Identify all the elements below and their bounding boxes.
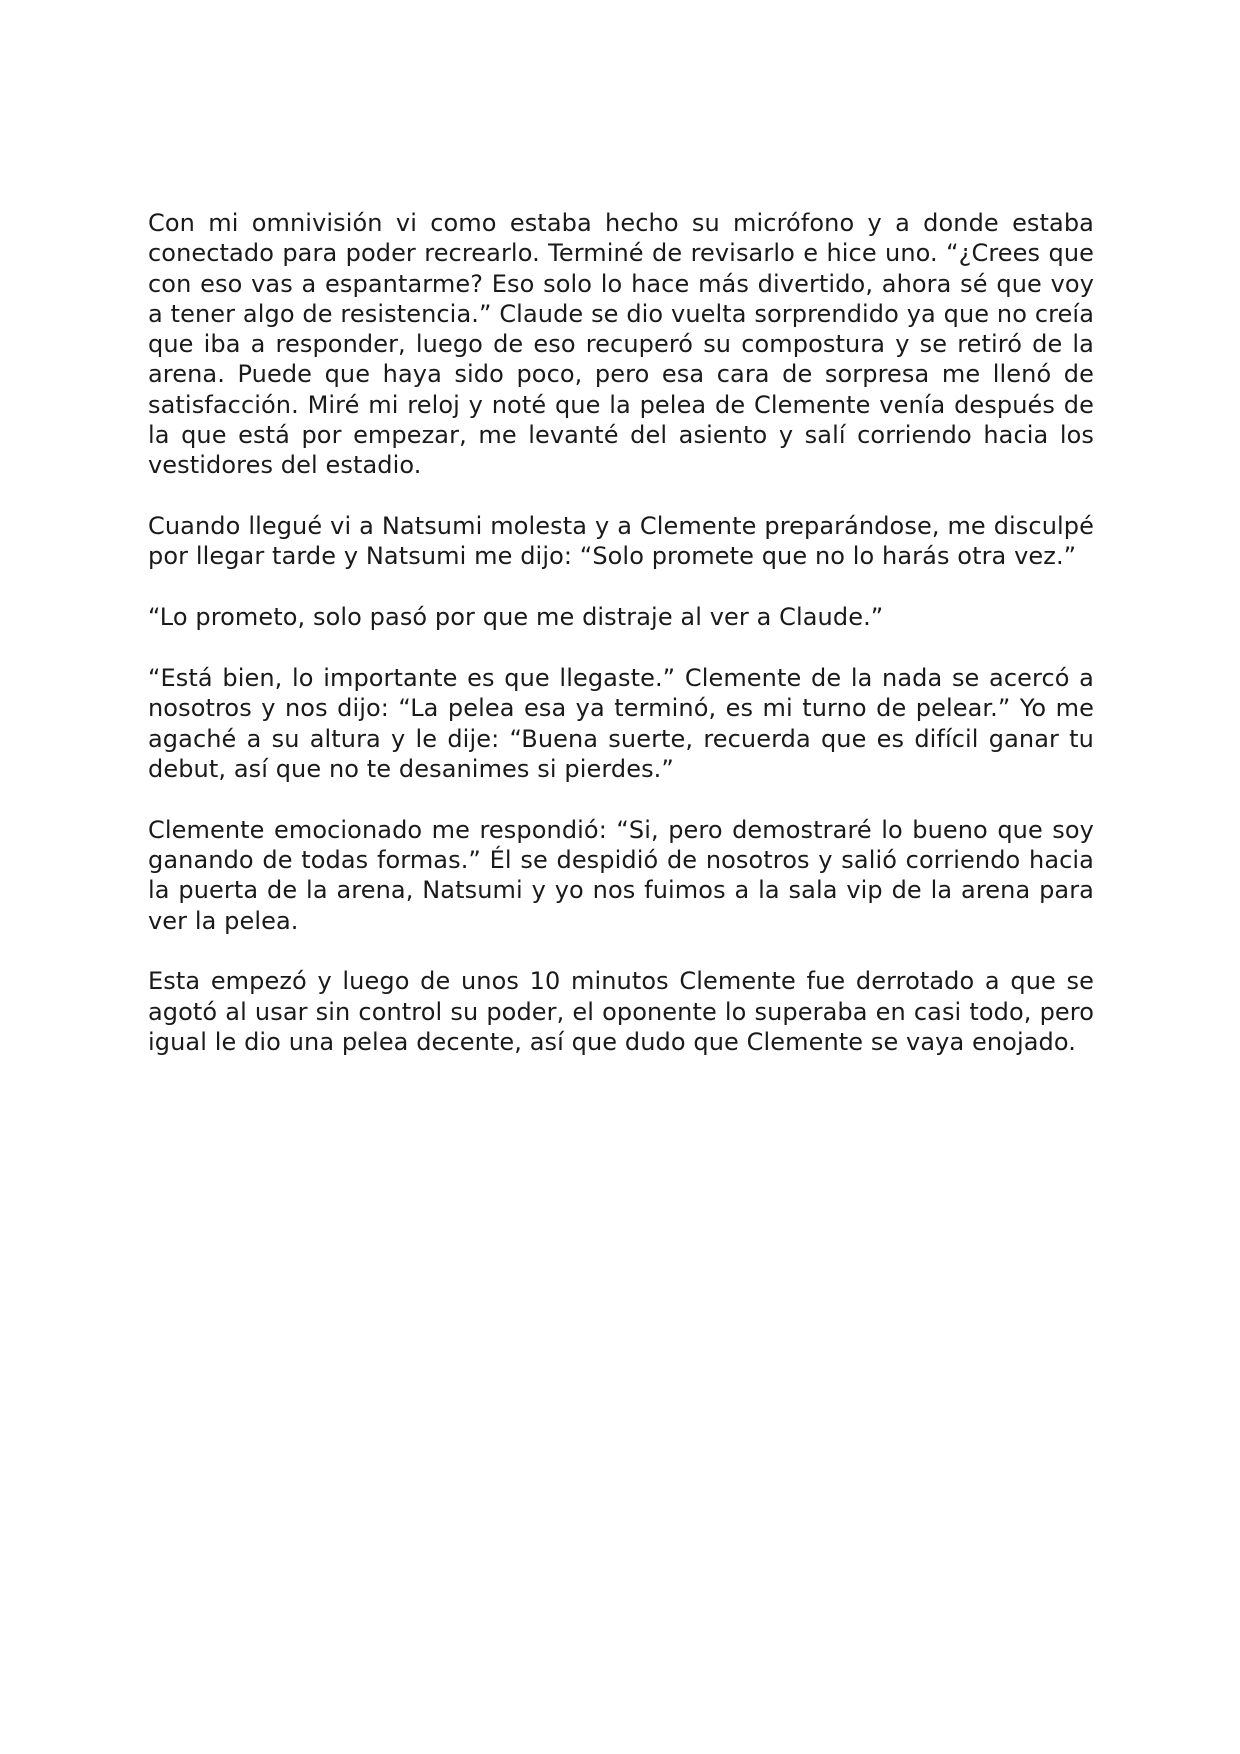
paragraph-6: Esta empezó y luego de unos 10 minutos Clemente fue derrotado a que se agotó al usar sin control su poder, el oponente lo superaba en casi todo, pero igual le dio una pelea decente, así que dudo que Clemente se vaya enojado. [148, 967, 1094, 1057]
paragraph-1: Con mi omnivisión vi como estaba hecho su micrófono y a donde estaba conectado para poder recrearlo. Terminé de revisarlo e hice uno. “¿Crees que con eso vas a espantarme? Eso solo lo hace más divertido, ahora sé que voy a tener algo de resistencia.” Claude se dio vuelta sorprendido ya que no creía que iba a responder, luego de eso recuperó su compostura y se retiró de la arena. Puede que haya sido poco, pero esa cara de sorpresa me llenó de satisfacción. Miré mi reloj y noté que la pelea de Clemente venía después de la que está por empezar, me levanté del asiento y salí corriendo hacia los vestidores del estadio. [148, 209, 1094, 480]
paragraph-2: Cuando llegué vi a Natsumi molesta y a Clemente preparándose, me disculpé por llegar tarde y Natsumi me dijo: “Solo promete que no lo harás otra vez.” [148, 512, 1094, 571]
paragraph-4: “Está bien, lo importante es que llegaste.” Clemente de la nada se acercó a nosotros y nos dijo: “La pelea esa ya terminó, es mi turno de pelear.” Yo me agaché a su altura y le dije: “Buena suerte, recuerda que es difícil ganar tu debut, así que no te desanimes si pierdes.” [148, 664, 1094, 783]
paragraph-5: Clemente emocionado me respondió: “Si, pero demostraré lo bueno que soy ganando de todas formas.” Él se despidió de nosotros y salió corriendo hacia la puerta de la arena, Natsumi y yo nos fuimos a la sala vip de la arena para ver la pelea. [148, 815, 1094, 935]
paragraph-3: “Lo prometo, solo pasó por que me distraje al ver a Claude.” [148, 603, 884, 632]
document-body [148, 208, 1094, 1057]
